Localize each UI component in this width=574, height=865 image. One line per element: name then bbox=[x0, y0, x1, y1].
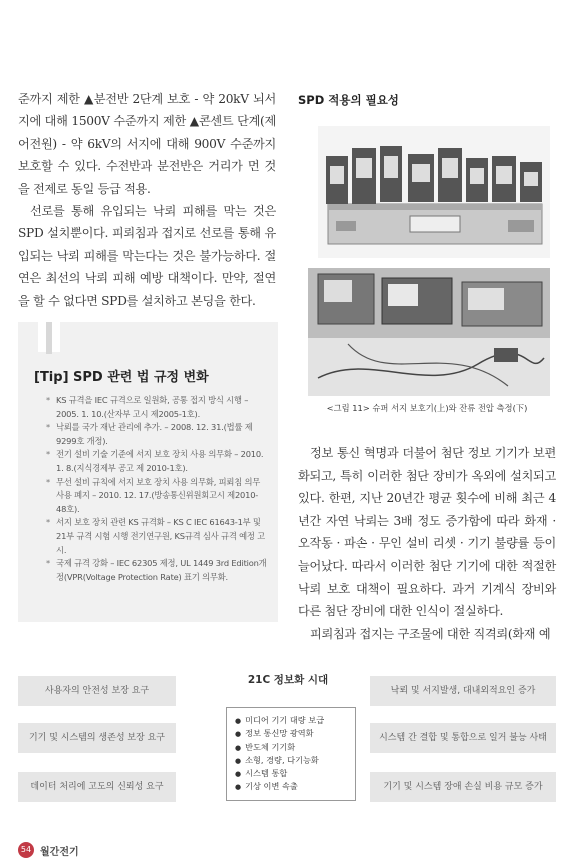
right-issue-box bbox=[370, 676, 556, 706]
right-column-body bbox=[298, 442, 556, 645]
center-item: ● 시스템 통합 bbox=[235, 767, 355, 780]
right-column-top bbox=[298, 88, 556, 108]
center-item-list bbox=[227, 708, 355, 794]
right-paragraph-2: 피뢰침과 접지는 구조물에 대한 직격뢰(화재 예 bbox=[310, 626, 551, 641]
left-paragraph-1: 준까지 제한 ▲분전반 2단계 보호 - 약 20kV 뇌서지에 대해 1500V 수준까지 제한 ▲콘센트 단계(제어전원) - 약 6kV의 서지에 대해 900V 수준까지 보호할 수 있다. 수전반과 분전반은 거리가 먼 것을 전제로 동일 등급 적용. bbox=[18, 92, 276, 196]
box-label: 낙뢰 및 서지발생, 대내외적요인 증가 bbox=[390, 686, 536, 696]
tip-list bbox=[46, 394, 268, 584]
box-label: 데이터 처리에 고도의 신뢰성 요구 bbox=[30, 782, 164, 792]
measurement-lab-photo bbox=[308, 268, 550, 396]
diagram-center-title: 21C 정보화 시대 bbox=[247, 674, 329, 686]
surge-protector-photo bbox=[318, 126, 550, 258]
tip-item: * 전기 설비 기술 기준에 서지 보호 장치 사용 의무화 – 2010. 1. 8.(지식경제부 공고 제 2010-1호). bbox=[46, 448, 268, 475]
center-item: ● 정보 통신망 광역화 bbox=[235, 727, 355, 740]
tip-box bbox=[18, 322, 278, 622]
tip-title: [Tip] SPD 관련 법 규정 변화 bbox=[34, 370, 209, 385]
tip-item: * 서지 보호 장치 관련 KS 규격화 – KS C IEC 61643-1부 및 21부 규격 시험 시행 전기연구원, KS규격 심사 규격 예정 고시. bbox=[46, 516, 268, 557]
page-number: 54 bbox=[18, 842, 34, 858]
left-requirement-box bbox=[18, 676, 176, 706]
box-label: 기기 및 시스템 장애 손실 비용 규모 증가 bbox=[383, 782, 543, 792]
tip-item: * 국제 규격 강화 – IEC 62305 제정, UL 1449 3rd Edition개정(VPR(Voltage Protection Rate) 표기 의무화. bbox=[46, 557, 268, 584]
box-label: 사용자의 안전성 보장 요구 bbox=[44, 686, 150, 696]
figure-caption: <그림 11> 슈퍼 서지 보호기(上)와 잔류 전압 측정(下) bbox=[326, 403, 528, 413]
section-title: SPD 적용의 필요성 bbox=[298, 93, 399, 107]
box-label: 시스템 간 결합 및 통합으로 일거 불능 사태 bbox=[379, 733, 547, 743]
center-item: ● 소형, 경량, 다기능화 bbox=[235, 754, 355, 767]
page-footer bbox=[18, 842, 79, 858]
left-requirement-box bbox=[18, 772, 176, 802]
diagram-center-box bbox=[226, 707, 356, 801]
magazine-name: 월간전기 bbox=[40, 846, 79, 858]
right-issue-box bbox=[370, 772, 556, 802]
center-item: ● 반도체 기기화 bbox=[235, 741, 355, 754]
box-label: 기기 및 시스템의 생존성 보장 요구 bbox=[28, 733, 166, 743]
tip-item: * 무선 설비 규칙에 서지 보호 장치 사용 의무화, 피뢰침 의무 사용 폐지 – 2010. 12. 17.(방송통신위원회고시 제2010-48호). bbox=[46, 476, 268, 517]
left-paragraph-2: 선로를 통해 유입되는 낙뢰 피해를 막는 것은 SPD 설치뿐이다. 피뢰침과 접지로 선로를 통해 유입되는 낙뢰 피해를 막는다는 것은 불가능하다. 절연은 최선의 낙뢰 피해 예방 대책이다. 만약, 절연을 할 수 없다면 SPD를 설치하고 본딩을 한다. bbox=[18, 204, 276, 308]
tip-tab-stripe bbox=[46, 322, 52, 354]
left-requirement-box bbox=[18, 723, 176, 753]
center-item: ● 미디어 기기 대량 보급 bbox=[235, 714, 355, 727]
right-paragraph-1: 정보 통신 혁명과 더불어 첨단 정보 기기가 보편화되고, 특히 이러한 첨단 장비가 옥외에 설치되고 있다. 한편, 지난 20년간 평균 횟수에 비해 최근 4년간 자연 낙뢰는 3배 정도 증가함에 따라 화재 · 오작동 · 파손 · 무인 설비 리셋 · 기기 불량률 등이 늘어났다. 따라서 이러한 첨단 기기에 대한 적절한 낙뢰 보호 대책이 필요하다. 과거 기계식 장비와 다른 첨단 장비에 대한 인식이 절실하다. bbox=[298, 446, 556, 619]
tip-item: * KS 규격을 IEC 규격으로 일원화, 공통 접지 방식 시행 – 2005. 1. 10.(산자부 고시 제2005-1호). bbox=[46, 394, 268, 421]
left-column bbox=[18, 88, 276, 312]
center-item: ● 기상 이변 속출 bbox=[235, 780, 355, 793]
tip-item: * 낙뢰를 국가 재난 관리에 추가. – 2008. 12. 31.(법률 제9299호 개정). bbox=[46, 421, 268, 448]
right-issue-box bbox=[370, 723, 556, 753]
